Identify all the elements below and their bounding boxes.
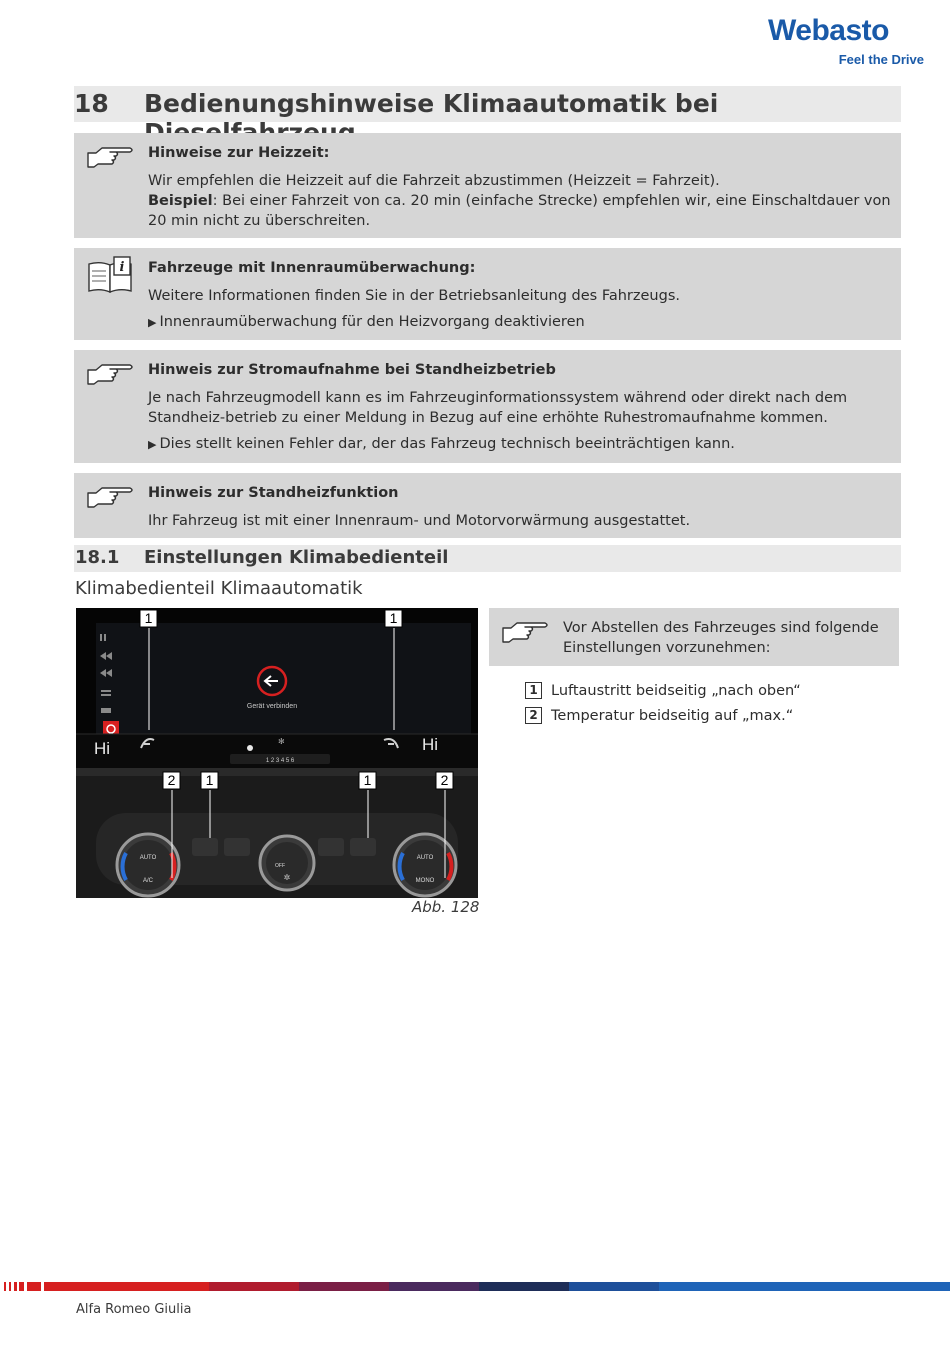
webasto-logo bbox=[768, 14, 928, 74]
manual-info-icon bbox=[86, 256, 136, 296]
note-text: Wir empfehlen die Heizzeit auf die Fahrzeit abzustimmen (Heizzeit = Fahrzeit). bbox=[148, 173, 720, 189]
svg-text:1: 1 bbox=[389, 610, 398, 626]
marker-top-right bbox=[385, 610, 402, 627]
svg-text:1: 1 bbox=[363, 772, 372, 788]
note-heading: Hinweis zur Stromaufnahme bei Standheizbetrieb bbox=[148, 362, 556, 378]
fan-knob-icon: ✲ bbox=[283, 873, 291, 882]
temp-right: Hi bbox=[422, 735, 439, 754]
figure-caption: Abb. 128 bbox=[412, 898, 480, 916]
note-heading: Hinweise zur Heizzeit: bbox=[148, 145, 330, 161]
brand-tagline: Feel the Drive bbox=[838, 52, 924, 67]
bullet-triangle-icon: ▶ bbox=[148, 438, 157, 451]
section-number: 18.1 bbox=[75, 547, 120, 568]
chapter-title: Bedienungshinweise Klimaautomatik bei bbox=[144, 89, 719, 118]
note-bullet bbox=[148, 312, 893, 333]
note-bullet bbox=[148, 434, 893, 455]
svg-text:2: 2 bbox=[440, 772, 449, 788]
pointing-hand-icon bbox=[86, 143, 136, 171]
pointing-hand-icon bbox=[86, 360, 136, 388]
item-number: 2 bbox=[525, 707, 542, 724]
fan-icon: ✻ bbox=[278, 737, 285, 746]
knob-center: OFF bbox=[275, 863, 285, 869]
list-item bbox=[525, 703, 801, 728]
note-text: Ihr Fahrzeug ist mit einer Innenraum- und Motorvorwärmung ausgestattet. bbox=[148, 513, 691, 529]
section-subtitle: Klimabedienteil Klimaautomatik bbox=[75, 578, 363, 599]
pointing-hand-icon bbox=[86, 483, 136, 511]
brand-name: Webasto bbox=[768, 14, 889, 47]
svg-text:i: i bbox=[119, 260, 125, 275]
svg-text:1: 1 bbox=[205, 772, 214, 788]
fan-dot-icon bbox=[247, 745, 253, 751]
bullet-triangle-icon: ▶ bbox=[148, 316, 157, 329]
note-heading: Hinweis zur Standheizfunktion bbox=[148, 485, 399, 501]
section-title: Einstellungen Klimabedienteil bbox=[144, 547, 449, 568]
note-example bbox=[148, 191, 893, 231]
note-heater-function bbox=[74, 473, 901, 538]
footer-color-bar bbox=[0, 1282, 950, 1291]
knob-left-top: AUTO bbox=[139, 855, 157, 861]
marker-bottom-4 bbox=[436, 772, 453, 789]
note-text: Je nach Fahrzeugmodell kann es im Fahrzeuginformationssystem während oder direkt nach dem Standheiz-betrieb zu einer Meldung in Bezug auf eine erhöhte Ruhestromaufnahme kommen. bbox=[148, 390, 848, 426]
knob-right-bottom: MONO bbox=[415, 878, 435, 884]
knob-right-top: AUTO bbox=[416, 855, 434, 861]
svg-text:2: 2 bbox=[167, 772, 176, 788]
footer-vehicle: Alfa Romeo Giulia bbox=[76, 1302, 192, 1317]
note-power-consumption bbox=[74, 350, 901, 463]
knob-left-bottom: A/C bbox=[142, 878, 154, 884]
screen-text: Gerät verbinden bbox=[246, 703, 298, 710]
climate-control-photo bbox=[76, 608, 478, 898]
list-item bbox=[525, 678, 801, 703]
item-text: Temperatur beidseitig auf „max.“ bbox=[551, 707, 794, 724]
marker-bottom-3 bbox=[359, 772, 376, 789]
note-heading: Fahrzeuge mit Innenraumüberwachung: bbox=[148, 260, 476, 276]
chapter-heading bbox=[74, 86, 901, 122]
pointing-hand-icon bbox=[501, 618, 551, 646]
bullet-text: Innenraumüberwachung für den Heizvorgang deaktivieren bbox=[159, 314, 585, 330]
example-text: : Bei einer Fahrzeit von ca. 20 min (einfache Strecke) empfehlen wir, eine Einschaltdauer von 20 min nicht zu überschreiten. bbox=[148, 193, 891, 229]
note-interior-monitoring bbox=[74, 248, 901, 340]
instruction-text: Vor Abstellen des Fahrzeuges sind folgende Einstellungen vorzunehmen: bbox=[563, 620, 879, 656]
instruction-note bbox=[489, 608, 899, 666]
note-heating-time bbox=[74, 133, 901, 238]
marker-bottom-1 bbox=[163, 772, 180, 789]
marker-top-left bbox=[140, 610, 157, 627]
item-text: Luftaustritt beidseitig „nach oben“ bbox=[551, 682, 801, 699]
instruction-list bbox=[525, 678, 801, 728]
chapter-number: 18 bbox=[74, 89, 109, 118]
bullet-text: Dies stellt keinen Fehler dar, der das Fahrzeug technisch beeinträchtigen kann. bbox=[159, 436, 735, 452]
section-heading bbox=[74, 545, 901, 572]
example-label: Beispiel bbox=[148, 193, 213, 209]
svg-text:1: 1 bbox=[144, 610, 153, 626]
temp-left: Hi bbox=[94, 739, 111, 758]
item-number: 1 bbox=[525, 682, 542, 699]
fan-scale: 1 2 3 4 5 6 bbox=[265, 758, 295, 764]
marker-bottom-2 bbox=[201, 772, 218, 789]
note-text: Weitere Informationen finden Sie in der Betriebsanleitung des Fahrzeugs. bbox=[148, 288, 680, 304]
